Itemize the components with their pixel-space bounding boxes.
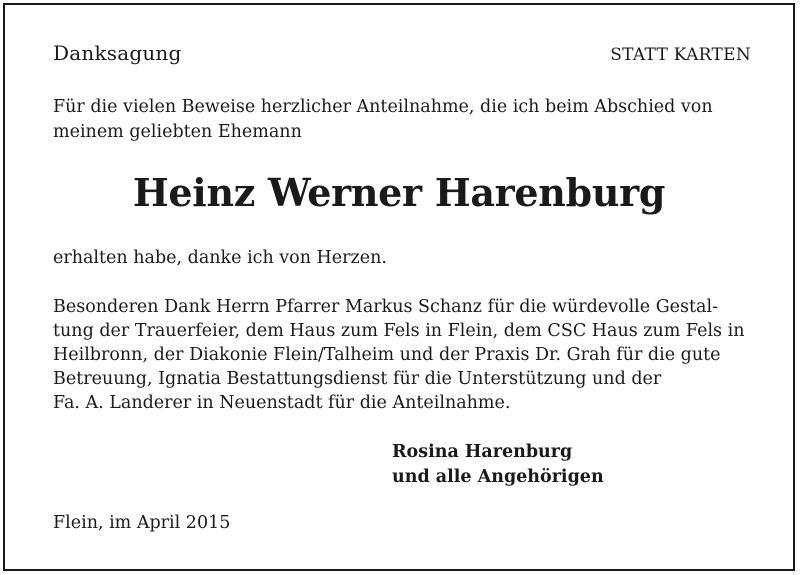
thanks-paragraph bbox=[53, 295, 758, 415]
thanks-line: tung der Trauerfeier, dem Haus zum Fels in Flein, dem CSC Haus zum Fels in bbox=[53, 321, 745, 341]
notice-heading: Danksagung bbox=[53, 41, 182, 65]
intro-line: Für die vielen Beweise herzlicher Anteilnahme, die ich beim Abschied von bbox=[53, 97, 713, 117]
signature-family: und alle Angehörigen bbox=[392, 467, 604, 487]
received-text: erhalten habe, danke ich von Herzen. bbox=[53, 248, 387, 268]
notice-tag: STATT KARTEN bbox=[610, 45, 751, 65]
obituary-notice bbox=[3, 3, 795, 571]
thanks-line: Heilbronn, der Diakonie Flein/Talheim und der Praxis Dr. Grah für die gute bbox=[53, 345, 721, 365]
thanks-line: Betreuung, Ignatia Bestattungsdienst für die Unterstützung und der bbox=[53, 369, 662, 389]
place-date: Flein, im April 2015 bbox=[53, 513, 231, 533]
deceased-name: Heinz Werner Harenburg bbox=[132, 170, 666, 215]
signature-name: Rosina Harenburg bbox=[392, 442, 573, 462]
intro-line: meinem geliebten Ehemann bbox=[53, 122, 302, 142]
thanks-line: Fa. A. Landerer in Neuenstadt für die Anteilnahme. bbox=[53, 393, 511, 413]
thanks-line: Besonderen Dank Herrn Pfarrer Markus Schanz für die würdevolle Gestal- bbox=[53, 297, 718, 317]
intro-paragraph bbox=[53, 95, 753, 145]
signature-block bbox=[392, 440, 604, 490]
